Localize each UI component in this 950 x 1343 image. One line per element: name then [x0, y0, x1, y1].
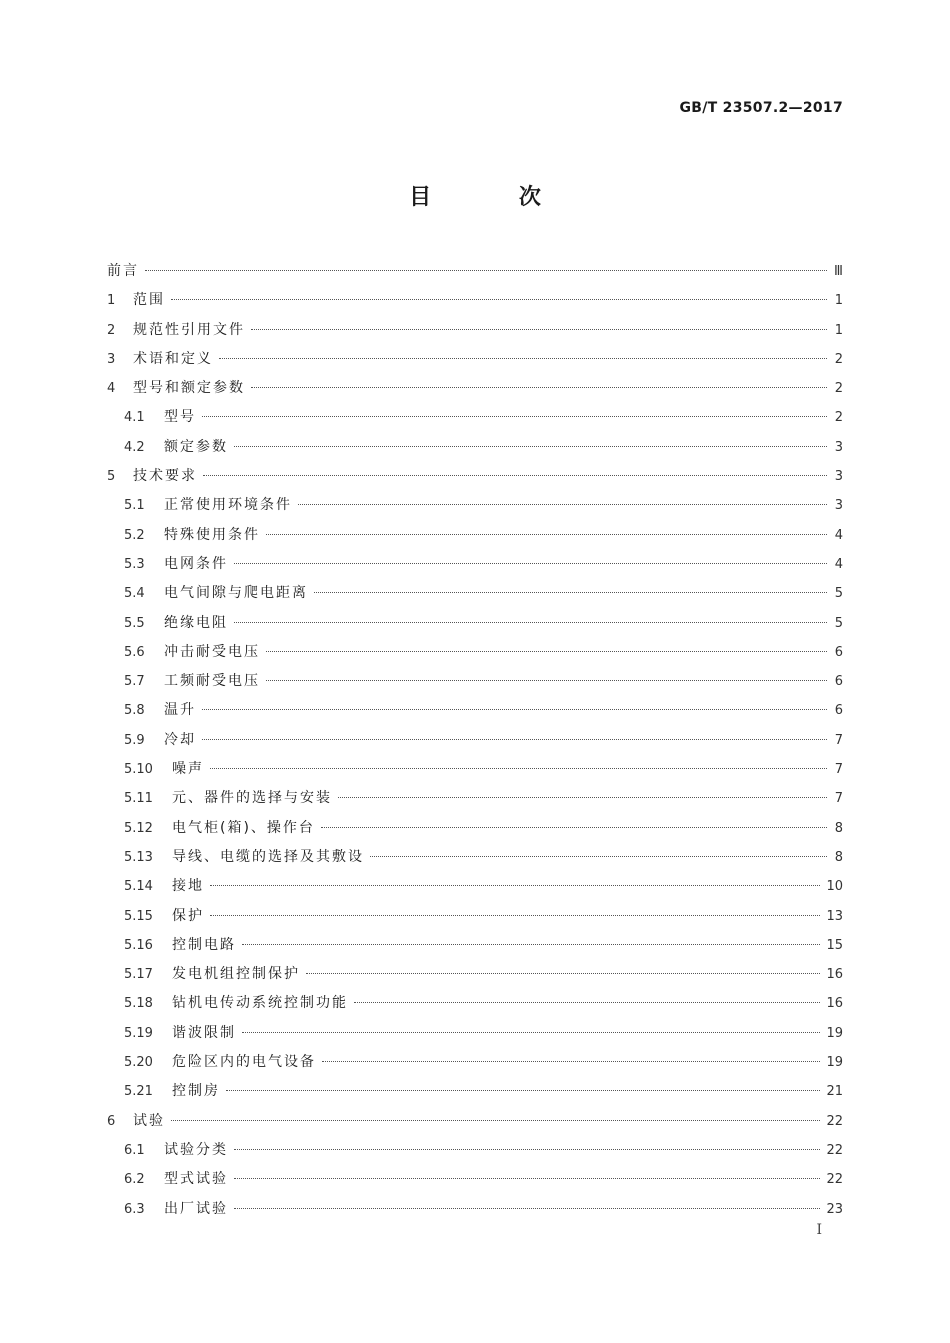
- toc-entry[interactable]: [107, 433, 843, 462]
- toc-entry-title: 危险区内的电气设备: [172, 1054, 316, 1071]
- toc-entry-page: 21: [826, 1084, 843, 1100]
- toc-dot-leader: [202, 709, 827, 710]
- toc-entry-page: 7: [834, 762, 843, 778]
- toc-entry-title: 发电机组控制保护: [172, 966, 300, 983]
- toc-entry-page: 7: [834, 791, 843, 807]
- toc-entry[interactable]: [107, 784, 843, 813]
- toc-entry-page: 22: [826, 1113, 843, 1129]
- toc-dot-leader: [234, 563, 827, 564]
- footer-page-number: Ⅰ: [816, 1222, 822, 1238]
- toc-dot-leader: [234, 1149, 820, 1150]
- toc-entry[interactable]: [107, 843, 843, 872]
- toc-dot-leader: [354, 1002, 820, 1003]
- toc-entry-number: 5.19: [124, 1025, 153, 1041]
- toc-entry-title: 正常使用环境条件: [164, 497, 292, 514]
- toc-entry-page: 1: [834, 293, 843, 309]
- toc-dot-leader: [171, 1120, 820, 1121]
- toc-entry-page: 13: [826, 908, 843, 924]
- toc-entry-page: Ⅲ: [834, 264, 843, 279]
- toc-entry-page: 19: [826, 1025, 843, 1041]
- toc-entry-number: 3: [107, 351, 116, 367]
- toc-entry-number: 5.2: [124, 527, 145, 543]
- toc-entry-number: 5.16: [124, 937, 153, 953]
- toc-entry-number: 5.17: [124, 967, 153, 983]
- toc-entry-page: 10: [826, 879, 843, 895]
- toc-entry[interactable]: [107, 403, 843, 432]
- toc-entry[interactable]: [107, 638, 843, 667]
- toc-entry-number: 5.6: [124, 644, 145, 660]
- toc-entry-page: 22: [826, 1172, 843, 1188]
- toc-dot-leader: [171, 299, 827, 300]
- toc-entry[interactable]: [107, 1077, 843, 1106]
- toc-entry[interactable]: [107, 609, 843, 638]
- toc-entry-title: 电气柜(箱)、操作台: [172, 819, 315, 836]
- toc-entry-number: 5.7: [124, 674, 145, 690]
- toc-entry-page: 15: [826, 937, 843, 953]
- toc-entry[interactable]: [107, 374, 843, 403]
- toc-entry-page: 3: [834, 498, 843, 514]
- toc-entry[interactable]: [107, 579, 843, 608]
- toc-entry-number: 5.15: [124, 908, 153, 924]
- toc-entry[interactable]: [107, 1195, 843, 1224]
- toc-entry-title: 型号: [164, 409, 196, 426]
- toc-entry[interactable]: [107, 989, 843, 1018]
- toc-entry-title: 控制电路: [172, 936, 236, 953]
- toc-dot-leader: [145, 270, 827, 271]
- toc-entry-title: 电网条件: [164, 555, 228, 572]
- toc-entry-title: 试验分类: [164, 1141, 228, 1158]
- toc-entry[interactable]: [107, 1019, 843, 1048]
- toc-entry-title: 工频耐受电压: [164, 673, 260, 690]
- toc-entry-number: 6.1: [124, 1142, 145, 1158]
- toc-entry-page: 4: [834, 527, 843, 543]
- toc-entry-number: 5.12: [124, 820, 153, 836]
- toc-entry-title: 型号和额定参数: [133, 380, 245, 397]
- toc-entry-number: 5.5: [124, 615, 145, 631]
- toc-dot-leader: [251, 387, 827, 388]
- toc-entry[interactable]: [107, 726, 843, 755]
- toc-dot-leader: [226, 1090, 820, 1091]
- toc-entry-page: 7: [834, 732, 843, 748]
- toc-entry-number: 4: [107, 381, 116, 397]
- toc-entry-number: 5: [107, 469, 116, 485]
- toc-entry-page: 5: [834, 615, 843, 631]
- toc-dot-leader: [202, 416, 827, 417]
- toc-dot-leader: [210, 768, 827, 769]
- toc-entry-page: 6: [834, 703, 843, 719]
- toc-entry-number: 6: [107, 1113, 116, 1129]
- toc-entry-page: 19: [826, 1055, 843, 1071]
- toc-dot-leader: [234, 622, 827, 623]
- toc-entry[interactable]: [107, 286, 843, 315]
- toc-entry-number: 4.1: [124, 410, 145, 426]
- toc-entry[interactable]: [107, 872, 843, 901]
- toc-entry-number: 6.2: [124, 1172, 145, 1188]
- toc-entry-title: 电气间隙与爬电距离: [164, 585, 308, 602]
- toc-entry-page: 16: [826, 996, 843, 1012]
- standard-code: GB/T 23507.2—2017: [679, 100, 843, 116]
- toc-entry-title: 额定参数: [164, 438, 228, 455]
- toc-entry-number: 6.3: [124, 1201, 145, 1217]
- toc-entry-page: 2: [834, 351, 843, 367]
- toc-entry[interactable]: [107, 257, 843, 286]
- toc-dot-leader: [306, 973, 820, 974]
- toc-dot-leader: [203, 475, 827, 476]
- toc-entry-title: 试验: [133, 1112, 165, 1129]
- toc-entry-number: 5.8: [124, 703, 145, 719]
- toc-entry-number: 5.14: [124, 879, 153, 895]
- toc-entry-title: 导线、电缆的选择及其敷设: [172, 848, 364, 865]
- toc-entry-title: 技术要求: [133, 468, 197, 485]
- toc-entry[interactable]: [107, 462, 843, 491]
- toc-entry-page: 8: [834, 849, 843, 865]
- toc-entry[interactable]: [107, 755, 843, 784]
- toc-entry-page: 6: [834, 644, 843, 660]
- table-of-contents: [107, 257, 843, 1224]
- toc-entry-title: 范围: [133, 292, 165, 309]
- toc-dot-leader: [251, 329, 827, 330]
- toc-dot-leader: [338, 797, 827, 798]
- toc-entry[interactable]: [107, 696, 843, 725]
- toc-entry-title: 保护: [172, 907, 204, 924]
- toc-dot-leader: [219, 358, 827, 359]
- toc-entry-page: 6: [834, 674, 843, 690]
- toc-entry-page: 2: [834, 381, 843, 397]
- toc-entry-title: 接地: [172, 878, 204, 895]
- toc-entry[interactable]: [107, 902, 843, 931]
- toc-entry-title: 特殊使用条件: [164, 526, 260, 543]
- toc-entry-page: 23: [826, 1201, 843, 1217]
- toc-entry-title: 术语和定义: [133, 350, 213, 367]
- toc-entry-number: 5.10: [124, 762, 153, 778]
- toc-dot-leader: [242, 1032, 820, 1033]
- toc-entry-title: 控制房: [172, 1083, 220, 1100]
- toc-dot-leader: [370, 856, 827, 857]
- toc-dot-leader: [266, 651, 827, 652]
- toc-entry-number: 5.21: [124, 1084, 153, 1100]
- toc-entry-page: 22: [826, 1142, 843, 1158]
- toc-entry[interactable]: [107, 1165, 843, 1194]
- toc-entry[interactable]: [107, 667, 843, 696]
- toc-dot-leader: [322, 1061, 820, 1062]
- toc-entry[interactable]: [107, 1048, 843, 1077]
- toc-entry-number: 2: [107, 322, 116, 338]
- toc-dot-leader: [298, 504, 827, 505]
- toc-entry-number: 5.20: [124, 1055, 153, 1071]
- toc-dot-leader: [234, 1178, 820, 1179]
- toc-entry[interactable]: [107, 491, 843, 520]
- toc-entry-number: 5.9: [124, 732, 145, 748]
- toc-entry[interactable]: [107, 316, 843, 345]
- toc-entry-page: 3: [834, 469, 843, 485]
- toc-entry-title: 冲击耐受电压: [164, 643, 260, 660]
- toc-entry[interactable]: [107, 1136, 843, 1165]
- toc-entry-title: 元、器件的选择与安装: [172, 790, 332, 807]
- toc-entry-number: 4.2: [124, 439, 145, 455]
- toc-entry-page: 5: [834, 586, 843, 602]
- toc-entry-title: 谐波限制: [172, 1024, 236, 1041]
- toc-entry-title: 噪声: [172, 761, 204, 778]
- toc-entry-page: 16: [826, 967, 843, 983]
- toc-entry[interactable]: [107, 521, 843, 550]
- toc-entry-page: 4: [834, 556, 843, 572]
- toc-dot-leader: [266, 534, 827, 535]
- toc-entry[interactable]: [107, 814, 843, 843]
- toc-dot-leader: [314, 592, 827, 593]
- toc-entry-title: 型式试验: [164, 1171, 228, 1188]
- toc-dot-leader: [242, 944, 820, 945]
- toc-entry-title: 出厂试验: [164, 1200, 228, 1217]
- toc-dot-leader: [266, 680, 827, 681]
- toc-entry-title: 规范性引用文件: [133, 321, 245, 338]
- toc-entry-number: 5.18: [124, 996, 153, 1012]
- toc-entry-number: 5.13: [124, 849, 153, 865]
- toc-entry-title: 绝缘电阻: [164, 614, 228, 631]
- toc-dot-leader: [210, 885, 820, 886]
- toc-dot-leader: [210, 915, 820, 916]
- page-title: 目 次: [409, 185, 581, 210]
- toc-entry-number: 5.1: [124, 498, 145, 514]
- toc-entry-page: 3: [834, 439, 843, 455]
- toc-entry-number: 5.11: [124, 791, 153, 807]
- toc-entry[interactable]: [107, 345, 843, 374]
- toc-dot-leader: [202, 739, 827, 740]
- toc-dot-leader: [321, 827, 827, 828]
- toc-entry-number: 1: [107, 293, 116, 309]
- toc-entry[interactable]: [107, 931, 843, 960]
- toc-entry-title: 前言: [107, 263, 139, 279]
- toc-entry-number: 5.3: [124, 556, 145, 572]
- toc-entry-number: 5.4: [124, 586, 145, 602]
- toc-entry-page: 1: [834, 322, 843, 338]
- toc-entry[interactable]: [107, 1107, 843, 1136]
- toc-entry[interactable]: [107, 550, 843, 579]
- toc-dot-leader: [234, 446, 827, 447]
- toc-entry-title: 温升: [164, 702, 196, 719]
- toc-entry-page: 2: [834, 410, 843, 426]
- toc-dot-leader: [234, 1208, 820, 1209]
- toc-entry-title: 冷却: [164, 731, 196, 748]
- toc-entry[interactable]: [107, 960, 843, 989]
- toc-entry-title: 钻机电传动系统控制功能: [172, 995, 348, 1012]
- toc-entry-page: 8: [834, 820, 843, 836]
